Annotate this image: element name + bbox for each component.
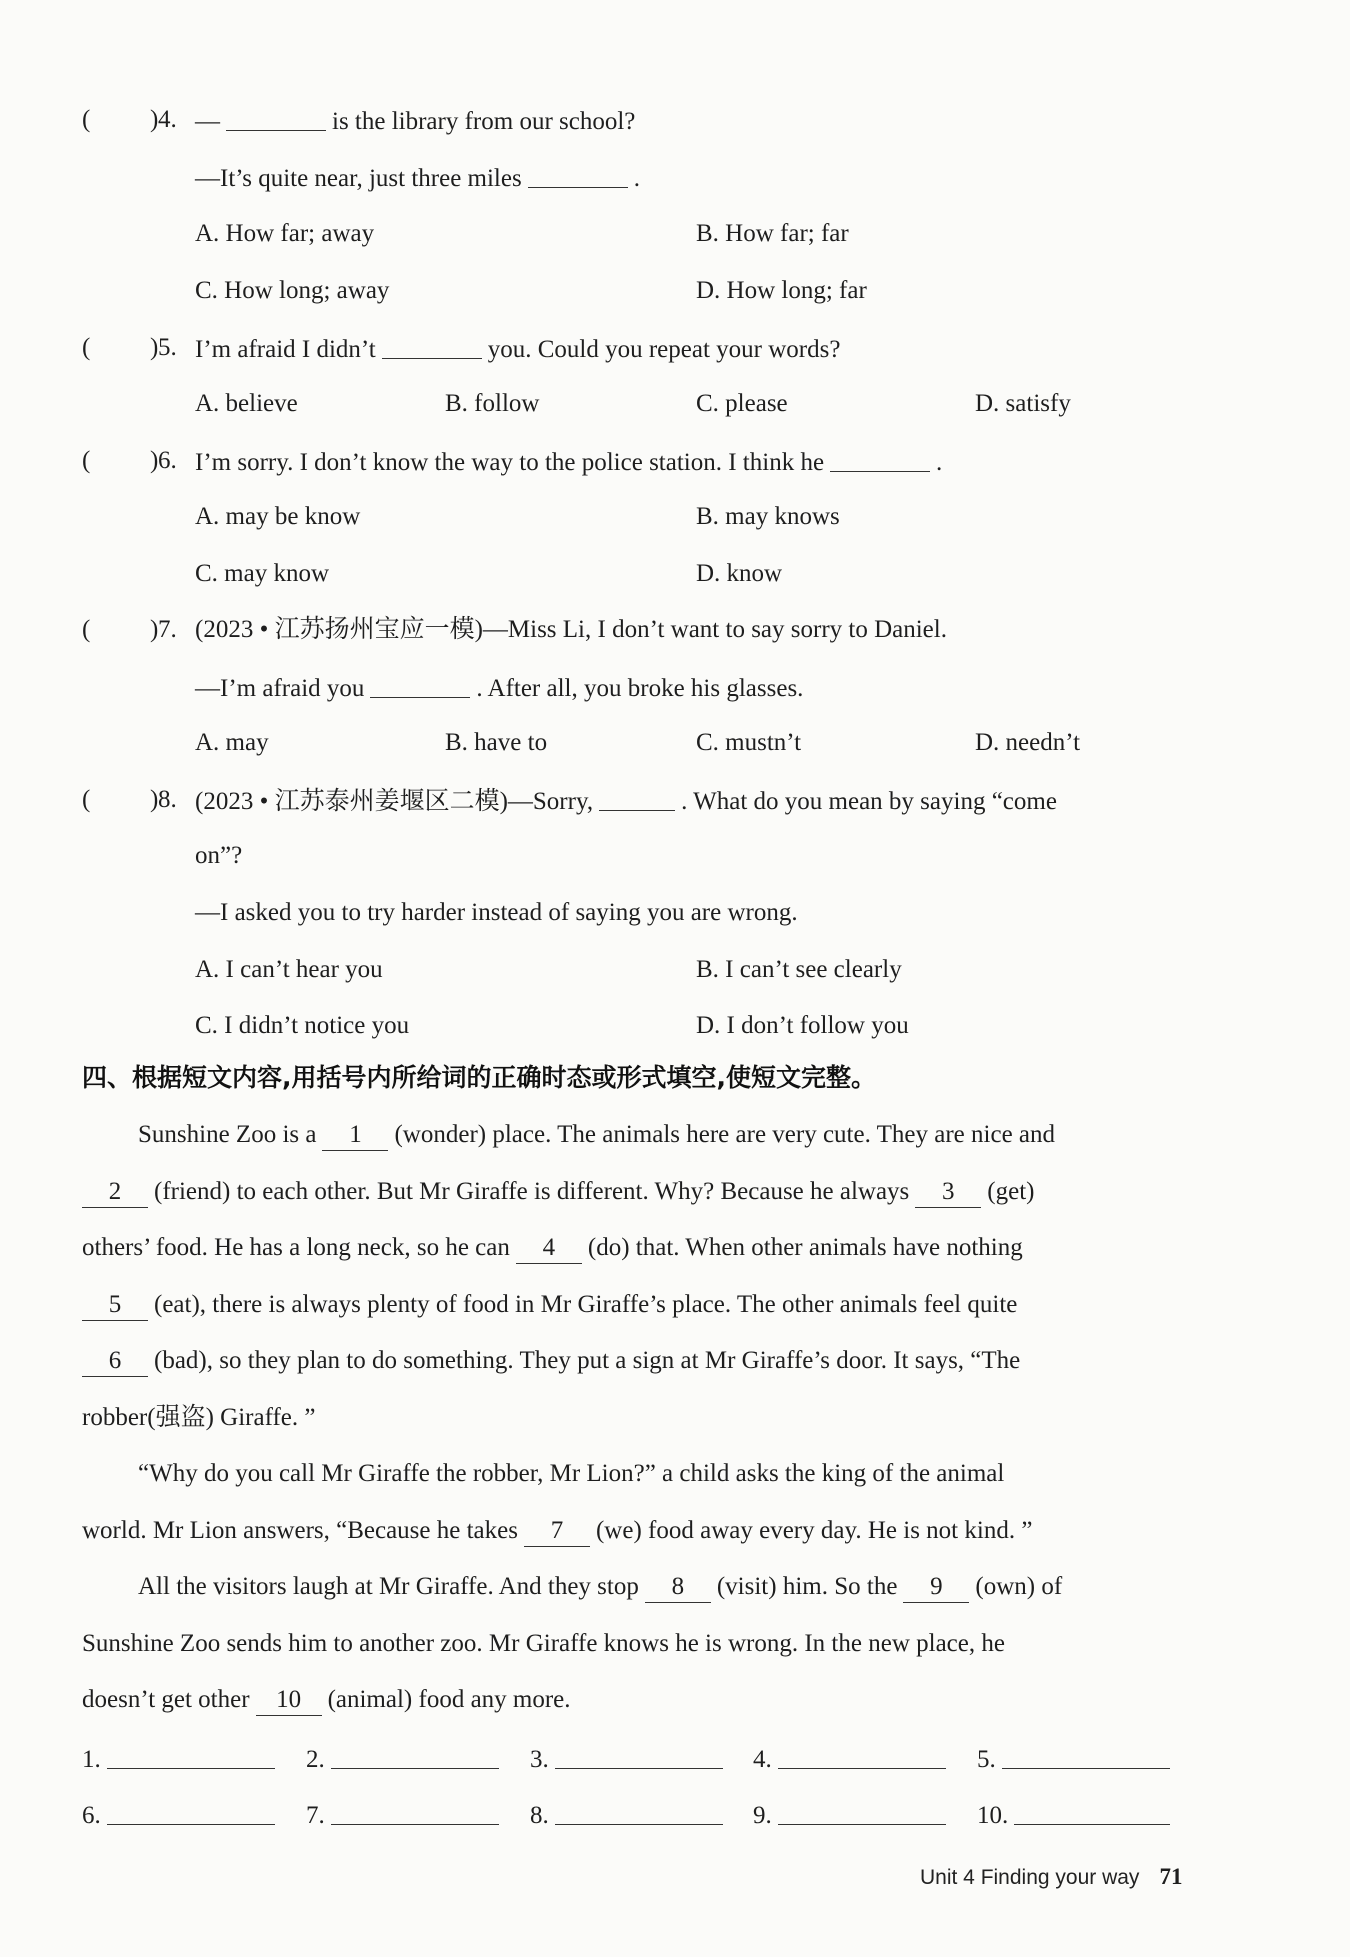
option-d[interactable]: D. know xyxy=(696,560,783,587)
fill-blank-1[interactable]: 1 xyxy=(322,1120,388,1151)
answer-line: 6. xyxy=(82,1794,275,1834)
question-number: 4. xyxy=(158,106,177,133)
option-a[interactable]: A. may xyxy=(195,729,269,756)
answer-paren-close: ) xyxy=(150,334,159,361)
question-7-reply: —I’m afraid you . After all, you broke his glasses. xyxy=(0,667,1350,707)
answer-line: 10. xyxy=(977,1794,1170,1834)
option-c[interactable]: C. may know xyxy=(195,560,330,587)
fill-blank-9[interactable]: 9 xyxy=(903,1572,969,1603)
fill-blank-8[interactable]: 8 xyxy=(645,1572,711,1603)
answer-line: 2. xyxy=(306,1738,499,1778)
answer-blank[interactable] xyxy=(555,1740,723,1769)
option-a[interactable]: A. I can’t hear you xyxy=(195,956,383,983)
passage-line: All the visitors laugh at Mr Giraffe. And they stop 8 (visit) him. So the 9 (own) of xyxy=(138,1567,1237,1607)
question-6 xyxy=(0,441,1350,481)
fill-blank[interactable] xyxy=(370,669,470,698)
options-row xyxy=(0,214,1350,254)
question-number: 6. xyxy=(158,447,177,474)
answer-paren-open: ( xyxy=(82,334,91,361)
question-8-stem-cont: on”? xyxy=(195,842,243,869)
fill-blank-6[interactable]: 6 xyxy=(82,1346,148,1377)
answer-blank[interactable] xyxy=(778,1796,946,1825)
passage-line: Sunshine Zoo is a 1 (wonder) place. The animals here are very cute. They are nice and xyxy=(138,1115,1237,1155)
fill-blank-2[interactable]: 2 xyxy=(82,1177,148,1208)
option-d[interactable]: D. needn’t xyxy=(975,729,1081,756)
fill-blank[interactable] xyxy=(599,782,675,811)
question-stem: I’m afraid I didn’t you. Could you repeat your words? xyxy=(195,328,840,370)
fill-blank[interactable] xyxy=(382,330,482,359)
fill-blank-7[interactable]: 7 xyxy=(524,1516,590,1547)
answer-paren-close: ) xyxy=(150,447,159,474)
question-7 xyxy=(0,610,1350,650)
fill-blank[interactable] xyxy=(528,159,628,188)
options-row xyxy=(0,723,1350,763)
question-8 xyxy=(0,780,1350,820)
option-c[interactable]: C. mustn’t xyxy=(696,729,802,756)
option-b[interactable]: B. I can’t see clearly xyxy=(696,956,902,983)
option-a[interactable]: A. How far; away xyxy=(195,220,375,247)
fill-blank[interactable] xyxy=(830,443,930,472)
answer-paren-close: ) xyxy=(150,106,159,133)
answer-paren-open: ( xyxy=(82,786,91,813)
option-b[interactable]: B. have to xyxy=(445,729,548,756)
passage-line: 2 (friend) to each other. But Mr Giraffe is different. Why? Because he always 3 (get) xyxy=(82,1172,1237,1212)
unit-title: Unit 4 Finding your way xyxy=(920,1866,1140,1889)
option-a[interactable]: A. believe xyxy=(195,390,298,417)
fill-blank-5[interactable]: 5 xyxy=(82,1290,148,1321)
answer-line: 7. xyxy=(306,1794,499,1834)
passage-line: world. Mr Lion answers, “Because he takes 7 (we) food away every day. He is not kind. ” xyxy=(82,1511,1237,1551)
answer-line: 8. xyxy=(530,1794,723,1834)
option-a[interactable]: A. may be know xyxy=(195,503,361,530)
passage-line: others’ food. He has a long neck, so he can 4 (do) that. When other animals have nothing xyxy=(82,1228,1237,1268)
passage-line: 6 (bad), so they plan to do something. They put a sign at Mr Giraffe’s door. It says, “The xyxy=(82,1341,1237,1381)
fill-blank-4[interactable]: 4 xyxy=(516,1233,582,1264)
answer-paren-close: ) xyxy=(150,786,159,813)
answer-blank[interactable] xyxy=(107,1740,275,1769)
question-8-reply: —I asked you to try harder instead of saying you are wrong. xyxy=(195,899,798,926)
question-5 xyxy=(0,328,1350,368)
option-c[interactable]: C. How long; away xyxy=(195,277,390,304)
question-stem: (2023 • 江苏泰州姜堰区二模)—Sorry, . What do you mean by saying “come xyxy=(195,780,1057,822)
answer-line: 3. xyxy=(530,1738,723,1778)
option-c[interactable]: C. I didn’t notice you xyxy=(195,1012,410,1039)
passage-line: 5 (eat), there is always plenty of food in Mr Giraffe’s place. The other animals feel quite xyxy=(82,1285,1237,1325)
option-b[interactable]: B. How far; far xyxy=(696,220,849,247)
question-stem: — is the library from our school? xyxy=(195,100,635,142)
options-row xyxy=(0,950,1350,990)
page-number: 71 xyxy=(1159,1864,1183,1889)
question-number: 7. xyxy=(158,616,177,643)
page-footer xyxy=(920,1860,1182,1894)
answer-line: 1. xyxy=(82,1738,275,1778)
answer-line: 4. xyxy=(753,1738,946,1778)
passage-line: robber(强盗) Giraffe. ” xyxy=(82,1404,316,1431)
option-d[interactable]: D. How long; far xyxy=(696,277,867,304)
answer-blank[interactable] xyxy=(107,1796,275,1825)
answer-line: 9. xyxy=(753,1794,946,1834)
question-stem: (2023 • 江苏扬州宝应一模)—Miss Li, I don’t want to say sorry to Daniel. xyxy=(195,616,947,643)
answer-blank[interactable] xyxy=(1002,1740,1170,1769)
fill-blank-10[interactable]: 10 xyxy=(256,1685,322,1716)
passage-line: Sunshine Zoo sends him to another zoo. Mr Giraffe knows he is wrong. In the new place, he xyxy=(82,1630,1005,1657)
answer-blank[interactable] xyxy=(555,1796,723,1825)
passage-line: “Why do you call Mr Giraffe the robber, Mr Lion?” a child asks the king of the animal xyxy=(138,1460,1005,1487)
answer-blank[interactable] xyxy=(1014,1796,1170,1825)
passage-line: doesn’t get other 10 (animal) food any more. xyxy=(82,1680,1237,1720)
question-4-reply: —It’s quite near, just three miles . xyxy=(0,157,1350,197)
option-d[interactable]: D. I don’t follow you xyxy=(696,1012,909,1039)
answer-paren-close: ) xyxy=(150,616,159,643)
question-number: 5. xyxy=(158,334,177,361)
answer-blank[interactable] xyxy=(331,1740,499,1769)
options-row xyxy=(0,384,1350,424)
option-d[interactable]: D. satisfy xyxy=(975,390,1071,417)
answer-paren-open: ( xyxy=(82,616,91,643)
question-stem: I’m sorry. I don’t know the way to the police station. I think he . xyxy=(195,441,942,483)
answer-paren-open: ( xyxy=(82,447,91,474)
options-row xyxy=(0,1006,1350,1046)
option-b[interactable]: B. may knows xyxy=(696,503,840,530)
question-number: 8. xyxy=(158,786,177,813)
option-b[interactable]: B. follow xyxy=(445,390,540,417)
options-row xyxy=(0,554,1350,594)
question-4 xyxy=(0,100,1350,140)
answer-blank[interactable] xyxy=(331,1796,499,1825)
answer-line: 5. xyxy=(977,1738,1170,1778)
fill-blank[interactable] xyxy=(226,102,326,131)
answer-blank[interactable] xyxy=(778,1740,946,1769)
answer-paren-open: ( xyxy=(82,106,91,133)
fill-blank-3[interactable]: 3 xyxy=(915,1177,981,1208)
option-c[interactable]: C. please xyxy=(696,390,788,417)
options-row xyxy=(0,271,1350,311)
options-row xyxy=(0,497,1350,537)
section-title: 四、根据短文内容,用括号内所给词的正确时态或形式填空,使短文完整。 xyxy=(82,1063,876,1092)
